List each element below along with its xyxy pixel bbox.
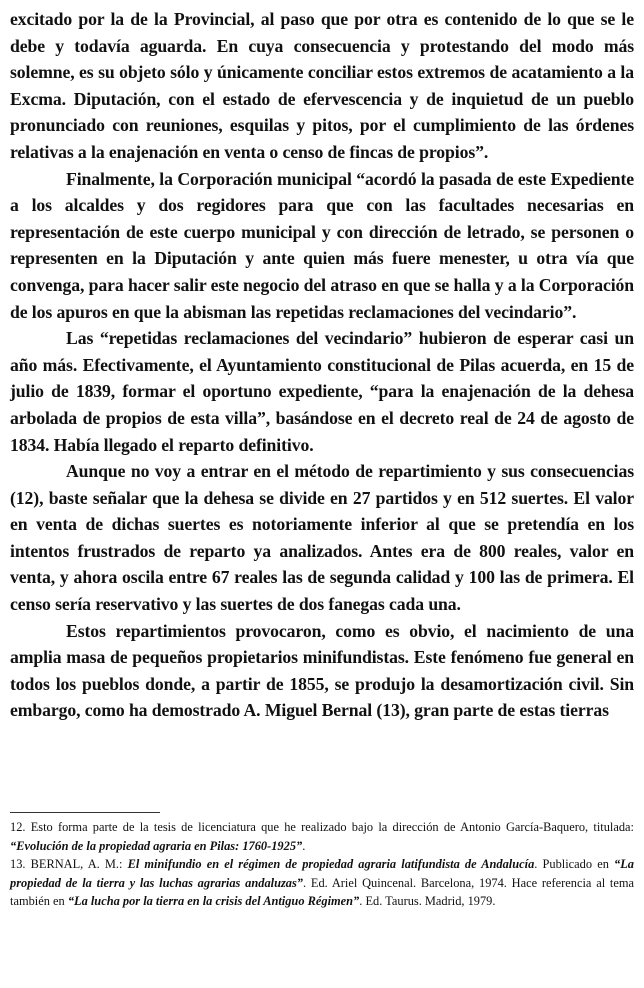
main-text [10,6,634,724]
footnote-13-title-3: “La lucha por la tierra en la crisis del Antiguo Régimen” [67,894,360,909]
footnote-12-text-b: . [302,838,306,853]
footnote-13-text-d: . Ed. Taurus. Madrid, 1979. [359,894,496,909]
footnote-12 [10,818,634,855]
paragraph-3: Las “repetidas reclamaciones del vecindario” hubieron de esperar casi un año más. Efectivamente, el Ayuntamiento constitucional de Pilas acuerda, en 15 de julio de 1839, formar el oportuno expediente, “para la enajenación de la dehesa arbolada de propios de esta villa”, basándose en el decreto real de 24 de agosto de 1834. Había llegado el reparto definitivo. [10,328,634,455]
footnote-13-text-c: . Ed. Ariel Quincenal. Barcelona, 1974. Hace referencia al tema también en [10,875,635,909]
paragraph-1: excitado por la de la Provincial, al paso que por otra es contenido de lo que se le debe y todavía aguarda. En cuya consecuencia y protestando del modo más solemne, es su objeto sólo y únicamente conciliar estos extremos de acatamiento a la Excma. Diputación, con el estado de efervescencia y de inquietud de un pueblo pronunciado con reuniones, esquilas y pitos, por el cumplimiento de las órdenes relativas a la enajenación en venta o censo de fincas de propios”. [10,9,634,162]
footnote-13-title-1: El minifundio en el régimen de propiedad agraria latifundista de Andalucía [127,857,535,872]
footnote-13 [10,855,634,911]
footnote-13-title-2: “La propiedad de la tierra y las luchas agrarias andaluzas” [10,857,634,890]
paragraph-4: Aunque no voy a entrar en el método de repartimiento y sus consecuencias (12), baste señalar que la dehesa se divide en 27 partidos y en 512 suertes. El valor en venta de dichas suertes es notoriamente inferior al que se pretendía en los intentos frustrados de reparto ya analizados. Antes era de 800 reales, valor en venta, y ahora oscila entre 67 reales las de segunda calidad y 100 las de primera. El censo sería reservativo y las suertes de dos fanegas cada una. [10,461,634,615]
footnote-13-text-b: . Publicado en [534,857,615,872]
footnote-12-title: “Evolución de la propiedad agraria en Pilas: 1760-1925” [10,838,303,853]
footnote-divider [10,812,160,813]
paragraph-2: Finalmente, la Corporación municipal “acordó la pasada de este Expediente a los alcaldes y dos regidores para que con las facultades necesarias en representación de este cuerpo municipal y con dirección de letrado, se personen o representen en la Diputación y ante quien más fuere menester, u otra vía que convenga, para hacer salir este negocio del atraso en que se halla y a la Corporación de los apuros en que la abisman las repetidas reclamaciones del vecindario”. [10,168,634,322]
footnote-13-text-a: 13. BERNAL, A. M.: [10,857,128,872]
footnote-12-text-a: 12. Esto forma parte de la tesis de licenciatura que he realizado bajo la dirección de Antonio García-Baquero, titulada: [10,820,634,834]
footnotes [10,818,634,911]
paragraph-5: Estos repartimientos provocaron, como es obvio, el nacimiento de una amplia masa de pequeños propietarios minifundistas. Este fenómeno fue general en todos los pueblos donde, a partir de 1855, se produjo la desamortización civil. Sin embargo, como ha demostrado A. Miguel Bernal (13), gran parte de estas tierras [10,620,634,721]
